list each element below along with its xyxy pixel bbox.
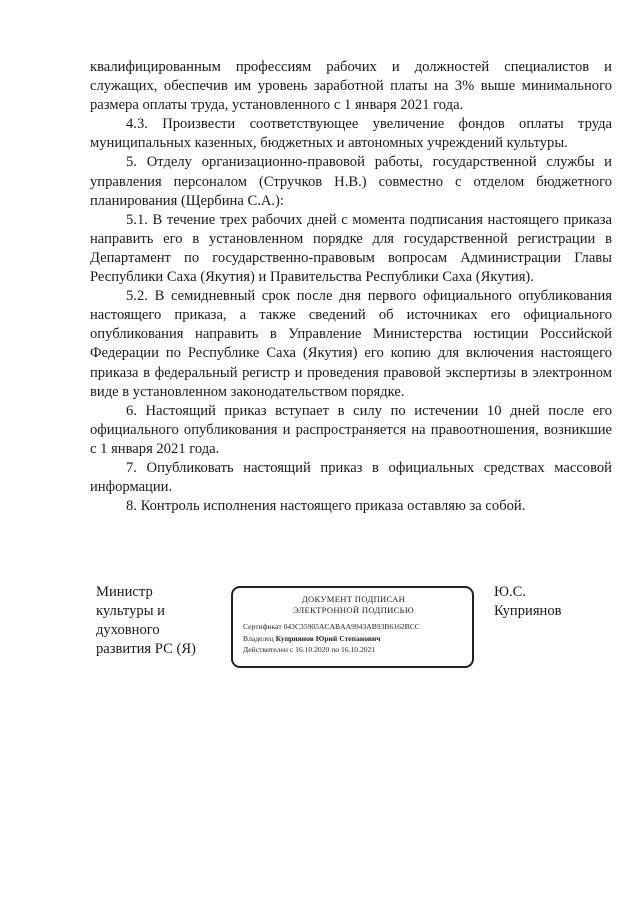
stamp-valid-to: 16.10.2021 [341, 645, 376, 654]
stamp-title-line: ДОКУМЕНТ ПОДПИСАН [301, 594, 406, 604]
paragraph-5-2: 5.2. В семидневный срок после дня первого официального опубликования настоящего приказа, а также сведений об источниках его официального опубликования направить в Управление Министерства юстиции Российской Федерации по Республике Саха (Якутия) его копию для включения настоящего приказа в федеральный регистр и проведения правовой экспертизы в электронном виде в установленном законодательством порядке. [90, 288, 612, 400]
signer-name [494, 583, 594, 621]
paragraph-6: 6. Настоящий приказ вступает в силу по истечении 10 дней после его официального опубликования и распространяется на правоотношения, возникшие с 1 января 2021 года. [90, 402, 612, 457]
paragraph-7: 7. Опубликовать настоящий приказ в официальных средствах массовой информации. [90, 459, 612, 496]
stamp-certificate-label: Сертификат [243, 622, 282, 631]
signer-position [96, 583, 216, 659]
paragraph-8: 8. Контроль исполнения настоящего приказа оставляю за собой. [126, 498, 526, 515]
paragraph-4-3: 4.3. Произвести соответствующее увеличение фондов оплаты труда муниципальных казенных, бюджетных и автономных учреждений культуры. [90, 116, 612, 152]
stamp-owner-value: Куприянов Юрий Степанович [275, 633, 381, 643]
signer-position-line: Министр [96, 584, 153, 600]
paragraph-5-1: 5.1. В течение трех рабочих дней с момента подписания настоящего приказа направить его в установленном порядке для государственной регистрации в Департамент по государственно-правовым вопросам Администрации Главы Республики Саха (Якутия) и Правительства Республики Саха (Якутия). [90, 211, 612, 286]
stamp-owner-label: Владелец [243, 633, 274, 643]
electronic-signature-stamp [231, 586, 474, 668]
paragraph-5: 5. Отделу организационно-правовой работы, государственной службы и управления персоналом (Стручков Н.В.) совместно с отделом бюджетного планирования (Щербина С.А.): [90, 154, 612, 209]
signer-position-line: развития РС (Я) [96, 641, 196, 658]
signer-position-line: культуры и [96, 603, 165, 620]
stamp-valid-from: 16.10.2020 [295, 645, 330, 654]
stamp-valid-to-label: по [331, 645, 340, 654]
signer-position-line: духовного [96, 622, 160, 639]
document-body [90, 58, 612, 516]
paragraph-4-2-continuation: квалифицированным профессиям рабочих и должностей специалистов и служащих, обеспечив им уровень заработной платы на 3% выше минимального размера оплаты труда, установленного с 1 января 2021 года. [90, 59, 612, 114]
signer-surname: Куприянов [494, 603, 562, 620]
stamp-certificate-value: 043C35905ACABAA9943AB93B6162BCC [283, 622, 420, 631]
stamp-certificate [243, 621, 464, 633]
signer-initials: Ю.С. [494, 584, 527, 600]
stamp-valid-label: Действителен с [243, 645, 294, 654]
stamp-title-line: ЭЛЕКТРОННОЙ ПОДПИСЬЮ [292, 604, 414, 615]
stamp-owner [243, 633, 464, 645]
stamp-validity [243, 644, 464, 656]
